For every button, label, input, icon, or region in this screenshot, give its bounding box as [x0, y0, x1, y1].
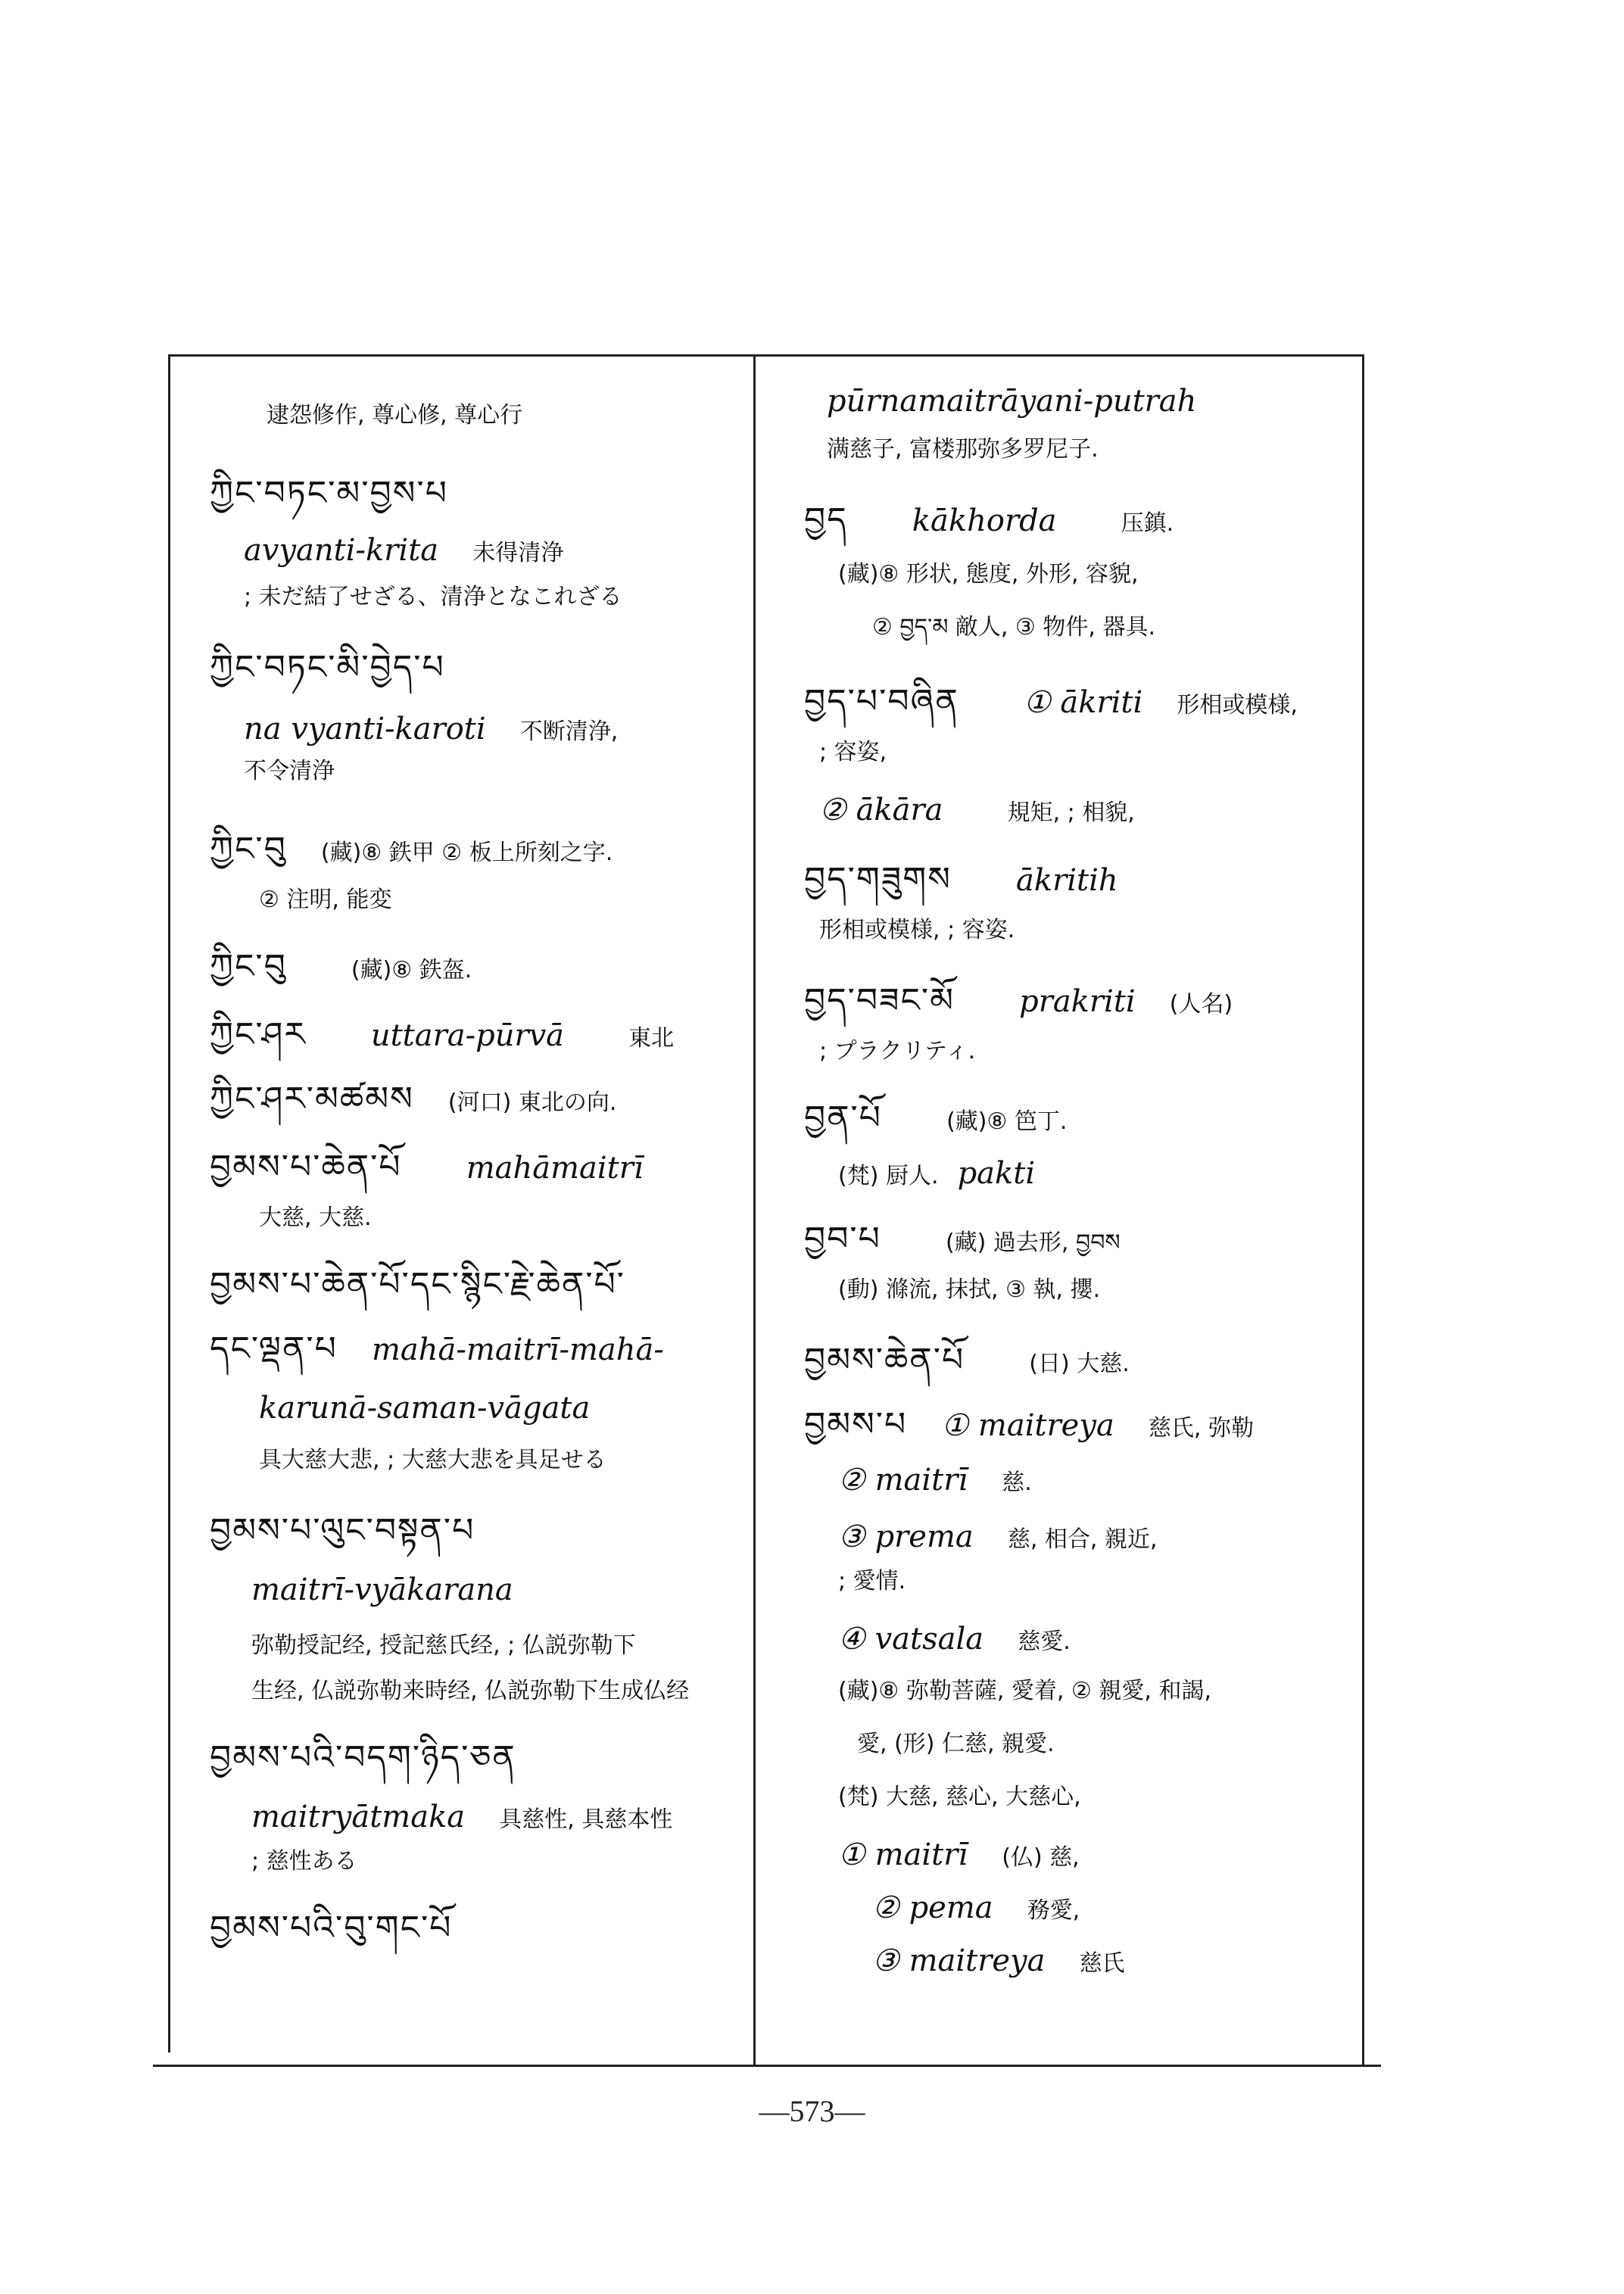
entry-line: (梵) 大慈, 慈心, 大慈心, — [838, 1784, 1081, 1810]
entry-line: 生经, 仏説弥勒来時经, 仏説弥勒下生成仏经 — [251, 1678, 690, 1704]
entry-line: ; 愛情. — [838, 1568, 906, 1594]
entry-headword: བྱན་པོ (藏)⑧ 笆丁. — [804, 1099, 1068, 1137]
entry-headword: ཀྱིང་བཏང་མ་བྱས་པ — [210, 474, 448, 513]
entry-headword: བྱམས་པ ① maitreya 慈氏, 弥勒 — [804, 1405, 1254, 1444]
entry-line: 弥勒授記经, 授記慈氏经, ; 仏説弥勒下 — [251, 1632, 636, 1659]
entry-line: ② 注明, 能変 — [259, 887, 392, 913]
entry-line: 愛, (形) 仁慈, 親愛. — [857, 1731, 1055, 1757]
bottom-border-rule — [153, 2065, 1381, 2067]
entry-line: ② maitrī 慈. — [838, 1463, 1032, 1498]
entry-line: ② ākāra 規矩, ; 相貌, — [819, 793, 1135, 828]
entry-line: ③ prema 慈, 相合, 親近, — [838, 1519, 1158, 1554]
entry-line: karunā-saman-vāgata — [259, 1391, 591, 1426]
entry-line: ; 慈性ある — [251, 1848, 357, 1875]
entry-line: maitrī-vyākarana — [251, 1572, 513, 1607]
entry-headword: བྱད་བཟང་མོ prakriti (人名) — [804, 981, 1233, 1020]
entry-line: 满慈子, 富楼那弥多罗尼子. — [827, 436, 1099, 463]
entry-headword: ཀྱིང་ཤར་མཚམས (河口) 東北の向. — [210, 1080, 617, 1118]
entry-line: na vyanti-karoti 不断清浄, — [244, 712, 619, 746]
left-border-rule — [168, 357, 170, 2052]
entry-headword: བྱད kākhorda 压鎮. — [804, 500, 1174, 539]
entry-headword: བྱམས་པ་ཆེན་པོ་དང་སྙིང་རྗེ་ཆེན་པོ་ — [210, 1265, 626, 1304]
entry-headword: བྱད་གཟུགས ākritih — [804, 860, 1118, 899]
dictionary-frame — [168, 354, 1364, 2066]
entry-line: ② བྱད་མ 敵人, ③ 物件, 器具. — [872, 614, 1156, 641]
entry-line: ③ maitreya 慈氏 — [872, 1943, 1125, 1978]
entry-line: ④ vatsala 慈愛. — [838, 1622, 1071, 1657]
entry-headword: ཀྱིང་བཏང་མི་བྱེད་པ — [210, 648, 445, 687]
entry-line: maitryātmaka 具慈性, 具慈本性 — [251, 1800, 673, 1834]
entry-line: ② pema 務愛, — [872, 1890, 1080, 1925]
entry-line: ① maitrī (仏) 慈, — [838, 1837, 1080, 1872]
entry-headword: བྱམས་ཆེན་པོ (日) 大慈. — [804, 1341, 1130, 1379]
entry-headword: བྱམས་པ་ཆེན་པོ mahāmaitrī — [210, 1148, 644, 1186]
entry-headword: བྱམས་པའི་བདག་ཉིད་ཅན — [210, 1738, 516, 1777]
entry-line: ; 未だ結了せざる、清浄となこれざる — [244, 584, 622, 610]
entry-line: (梵) 厨人. pakti — [838, 1156, 1036, 1191]
entry-headword: བྱད་པ་བཞིན ① ākriti 形相或模様, — [804, 682, 1298, 721]
entry-headword: བྱམས་པ་ལུང་བསྟན་པ — [210, 1511, 475, 1550]
page-number: —573— — [759, 2094, 865, 2128]
entry-line: ; 容姿, — [819, 739, 887, 765]
right-border-rule — [1362, 357, 1364, 2066]
entry-line: 大慈, 大慈. — [259, 1205, 372, 1231]
entry-line: (動) 滌流, 抹拭, ③ 執, 攖. — [838, 1276, 1101, 1303]
entry-headword: བྱབ་པ (藏) 過去形, བྱབས — [804, 1220, 1121, 1258]
entry-line: དང་ལྡན་པ mahā-maitrī-mahā- — [210, 1329, 664, 1368]
entry-headword: ཀྱིང་བུ (藏)⑧ 鉄盔. — [210, 947, 472, 986]
entry-headword: ཀྱིང་ཤར uttara-pūrvā 東北 — [210, 1015, 675, 1054]
entry-headword: ཀྱིང་བུ (藏)⑧ 鉄甲 ② 板上所刻之字. — [210, 830, 613, 868]
entry-headword: བྱམས་པའི་བུ་གང་པོ — [210, 1909, 453, 1947]
entry-line: 不令清浄 — [244, 758, 335, 784]
entry-line: (藏)⑧ 弥勒菩薩, 愛着, ② 親愛, 和謁, — [838, 1678, 1212, 1704]
entry-line: ; プラクリティ. — [819, 1038, 976, 1064]
entry-line: 具大慈大悲, ; 大慈大悲を具足せる — [259, 1447, 606, 1473]
entry-line: pūrnamaitrāyani-putrah — [827, 384, 1197, 419]
entry-line: 逮怨修作, 尊心修, 尊心行 — [267, 402, 523, 429]
entry-line: 形相或模様, ; 容姿. — [819, 917, 1015, 943]
column-divider-rule — [753, 357, 756, 2066]
entry-line: avyanti-krita 未得清浄 — [244, 533, 564, 568]
entry-line: (藏)⑧ 形状, 態度, 外形, 容貌, — [838, 561, 1139, 588]
